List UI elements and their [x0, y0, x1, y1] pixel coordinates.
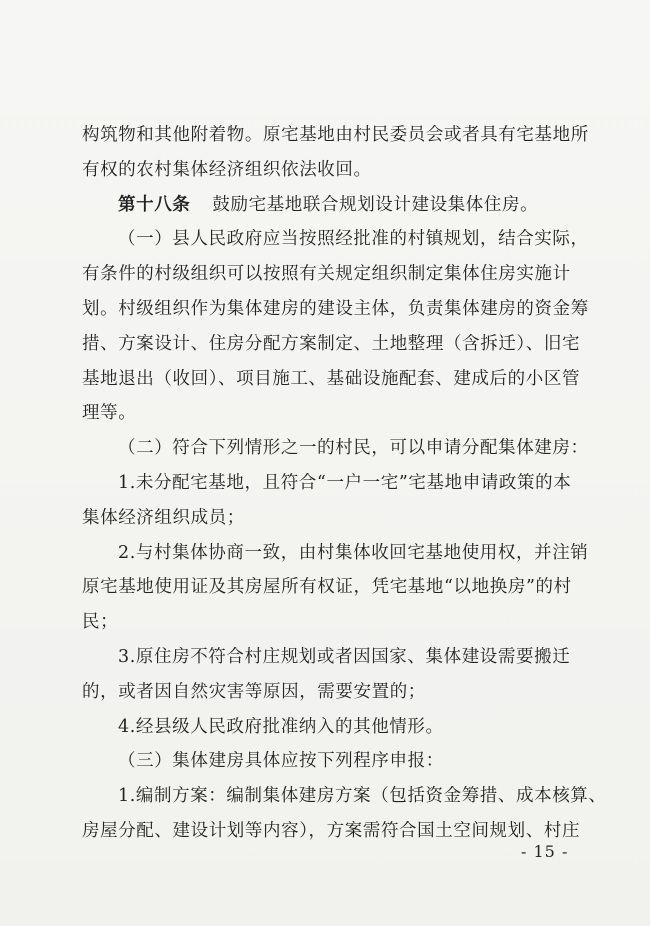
- text-line: 房屋分配、建设计划等内容），方案需符合国土空间规划、村庄: [82, 820, 581, 841]
- document-body: [82, 118, 607, 849]
- text-line: 划。村级组织作为集体建房的建设主体，负责集体建房的资金筹: [82, 298, 589, 319]
- text-line: 有条件的村级组织可以按照有关规定组织制定集体住房实施计: [82, 264, 571, 285]
- article-title: 鼓励宅基地联合规划设计建设集体住房。: [212, 194, 539, 215]
- text-line: 4.经县级人民政府批准纳入的其他情形。: [118, 716, 444, 737]
- text-line: 民；: [82, 612, 119, 633]
- text-line: （二）符合下列情形之一的村民，可以申请分配集体建房：: [118, 438, 589, 459]
- text-line: （一）县人民政府应当按照经批准的村镇规划，结合实际，: [118, 229, 589, 250]
- text-line: 有权的农村集体经济组织依法收回。: [82, 159, 372, 180]
- text-line: 集体经济组织成员；: [82, 507, 245, 528]
- text-line: 理等。: [82, 403, 137, 424]
- text-line: （三）集体建房具体应按下列程序申报：: [118, 751, 444, 772]
- page-number: - 15 -: [521, 842, 569, 861]
- article-heading-line: [82, 188, 582, 223]
- text-line: 1.编制方案：编制集体建房方案（包括资金筹措、成本核算、: [118, 786, 607, 807]
- text-line: 的，或者因自然灾害等原因，需要安置的；: [82, 681, 426, 702]
- text-line: 基地退出（收回）、项目施工、基础设施配套、建成后的小区管: [82, 368, 581, 389]
- article-number: 第十八条: [118, 194, 191, 215]
- text-line: 1.未分配宅基地，且符合“一户一宅”宅基地申请政策的本: [118, 472, 572, 493]
- text-line: 2.与村集体协商一致，由村集体收回宅基地使用权，并注销: [118, 542, 589, 563]
- text-line: 措、方案设计、住房分配方案制定、土地整理（含拆迁）、旧宅: [82, 333, 581, 354]
- text-line: 原宅基地使用证及其房屋所有权证，凭宅基地“以地换房”的村: [82, 577, 572, 598]
- text-line: 3.原住房不符合村庄规划或者因国家、集体建设需要搬迁: [118, 646, 571, 667]
- text-line: 构筑物和其他附着物。原宅基地由村民委员会或者具有宅基地所: [82, 125, 589, 145]
